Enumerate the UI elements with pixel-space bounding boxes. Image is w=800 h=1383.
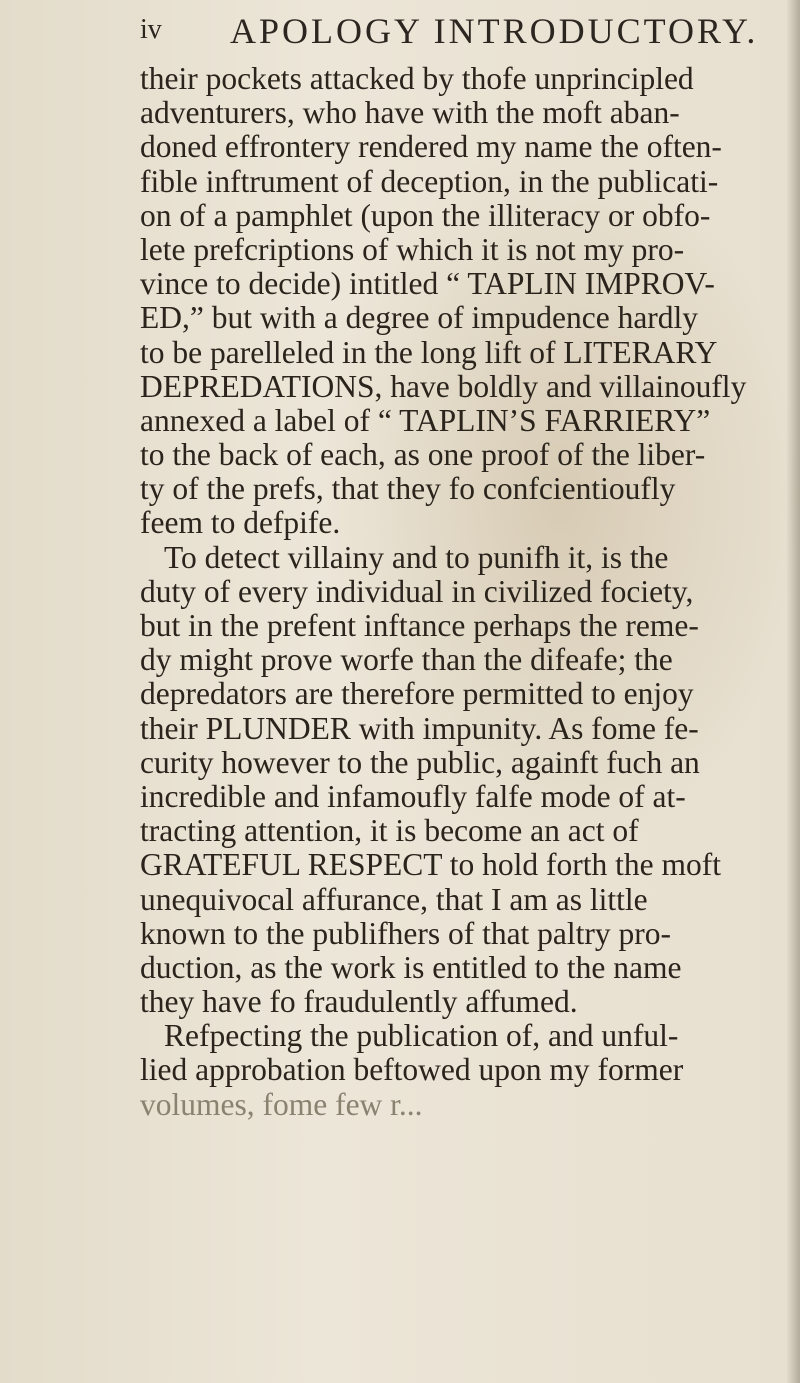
text-line: ty of the prefs, that they fo confcientioufly [140, 472, 676, 507]
text-line: fible inftrument of deception, in the publicati- [140, 164, 719, 199]
body-text [140, 62, 768, 1122]
text-line: tracting attention, it is become an act of [140, 814, 639, 849]
text-line: feem to defpife. [140, 506, 341, 541]
page-number: iv [140, 14, 162, 45]
text-line: annexed a label of “ TAPLIN’S FARRIERY” [140, 403, 711, 438]
running-header [140, 10, 759, 58]
text-line: vince to decide) intitled “ TAPLIN IMPROV- [140, 267, 715, 302]
text-line: to be parelleled in the long lift of LITERARY [140, 335, 718, 370]
page-gutter-shadow [786, 0, 800, 1383]
running-title: APOLOGY INTRODUCTORY. [230, 11, 759, 51]
text-line: Refpecting the publication of, and unful- [164, 1019, 679, 1054]
text-line: lete prefcriptions of which it is not my pro- [140, 232, 685, 267]
text-line: their pockets attacked by thofe unprincipled [140, 62, 694, 96]
text-line: their PLUNDER with impunity. As fome fe- [140, 711, 699, 746]
text-line: doned effrontery rendered my name the often- [140, 130, 722, 165]
text-line: duction, as the work is entitled to the name [140, 950, 682, 985]
text-line: To detect villainy and to punifh it, is the [164, 540, 669, 575]
text-line: lied approbation beftowed upon my former [140, 1053, 684, 1088]
text-line: dy might prove worfe than the difeafe; the [140, 643, 673, 678]
text-line: they have fo fraudulently affumed. [140, 985, 578, 1020]
text-line: volumes, fome few r... [140, 1087, 423, 1122]
text-line: on of a pamphlet (upon the illiteracy or obfo- [140, 198, 711, 233]
text-line: DEPREDATIONS, have boldly and villainoufly [140, 369, 747, 404]
text-line: adventurers, who have with the moft aban- [140, 96, 680, 131]
text-line: depredators are therefore permitted to enjoy [140, 677, 694, 712]
text-line: but in the prefent inftance perhaps the reme- [140, 609, 699, 643]
text-line: incredible and infamoufly falfe mode of at- [140, 779, 686, 814]
text-line: curity however to the public, againft fuch an [140, 745, 700, 780]
text-line: GRATEFUL RESPECT to hold forth the moft [140, 848, 722, 883]
text-line: ED,” but with a degree of impudence hardly [140, 301, 699, 336]
text-line: known to the publifhers of that paltry pro- [140, 916, 672, 951]
text-line: duty of every individual in civilized fociety, [140, 574, 694, 609]
text-line: unequivocal affurance, that I am as little [140, 882, 648, 917]
text-line: to the back of each, as one proof of the liber- [140, 438, 706, 473]
